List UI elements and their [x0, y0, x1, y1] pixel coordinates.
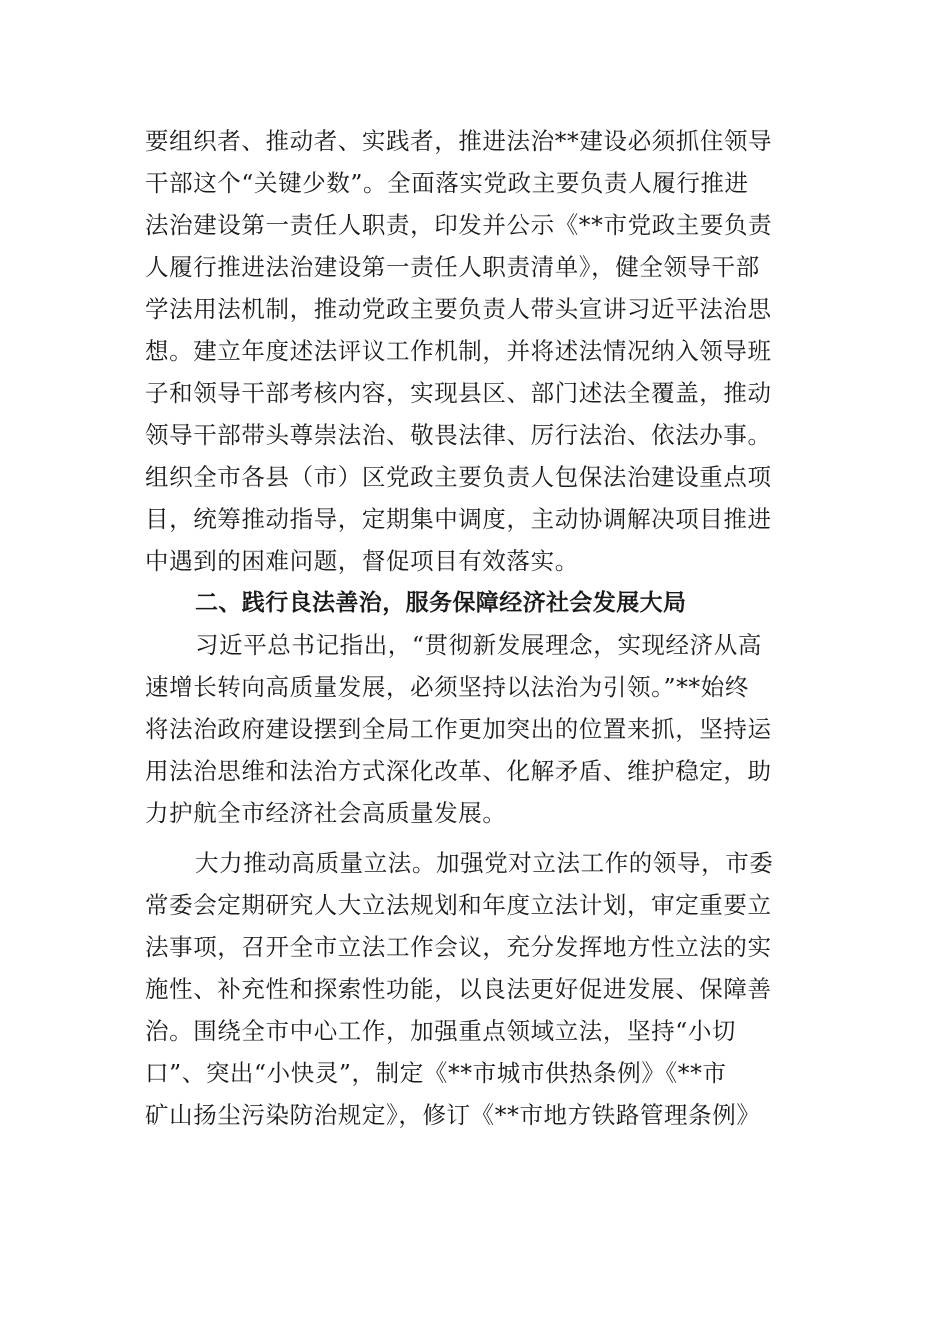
text-line: 法治建设第一责任人职责，印发并公示《**市党政主要负责 [145, 211, 773, 239]
text-line: 常委会定期研究人大立法规划和年度立法计划，审定重要立 [145, 891, 772, 919]
text-line: 力护航全市经济社会高质量发展。 [145, 799, 507, 827]
text-line: 学法用法机制，推动党政主要负责人带头宣讲习近平法治思 [145, 295, 772, 323]
text-line: 子和领导干部考核内容，实现县区、部门述法全覆盖，推动 [145, 379, 772, 407]
text-line: 人履行推进法治建设第一责任人职责清单》，健全领导干部 [145, 253, 760, 281]
text-line: 领导干部带头尊崇法治、敬畏法律、厉行法治、依法办事。 [145, 421, 772, 449]
text-line: 治。围绕全市中心工作，加强重点领域立法，坚持“小切 [145, 1017, 737, 1045]
text-line: 想。建立年度述法评议工作机制，并将述法情况纳入领导班 [145, 337, 772, 365]
text-line: 口”、突出“小快灵”，制定《**市城市供热条例》《**市 [145, 1059, 727, 1087]
text-line: 大力推动高质量立法。加强党对立法工作的领导，市委 [195, 849, 774, 877]
text-line: 目，统筹推动指导，定期集中调度，主动协调解决项目推进 [145, 505, 772, 533]
text-line: 施性、补充性和探索性功能，以良法更好促进发展、保障善 [145, 975, 772, 1003]
paragraph-3 [145, 842, 810, 1136]
document-body [145, 120, 810, 1136]
paragraph-1 [145, 120, 810, 582]
text-line: 法事项，召开全市立法工作会议，充分发挥地方性立法的实 [145, 933, 772, 961]
text-line: 干部这个“关键少数”。全面落实党政主要负责人履行推进 [145, 169, 749, 197]
text-line: 矿山扬尘污染防治规定》，修订《**市地方铁路管理条例》 [145, 1101, 761, 1129]
text-line: 习近平总书记指出，“贯彻新发展理念，实现经济从高 [195, 631, 762, 659]
text-line: 中遇到的困难问题，督促项目有效落实。 [145, 547, 579, 575]
text-line: 速增长转向高质量发展，必须坚持以法治为引领。”**始终 [145, 673, 749, 701]
paragraph-spacer [145, 834, 810, 842]
paragraph-2 [145, 624, 810, 834]
section-heading: 二、践行良法善治，服务保障经济社会发展大局 [195, 590, 687, 616]
text-line: 用法治思维和法治方式深化改革、化解矛盾、维护稳定，助 [145, 757, 772, 785]
text-line: 要组织者、推动者、实践者，推进法治**建设必须抓住领导 [145, 127, 773, 155]
text-line: 将法治政府建设摆到全局工作更加突出的位置来抓，坚持运 [145, 715, 772, 743]
text-line: 组织全市各县（市）区党政主要负责人包保法治建设重点项 [145, 463, 772, 491]
